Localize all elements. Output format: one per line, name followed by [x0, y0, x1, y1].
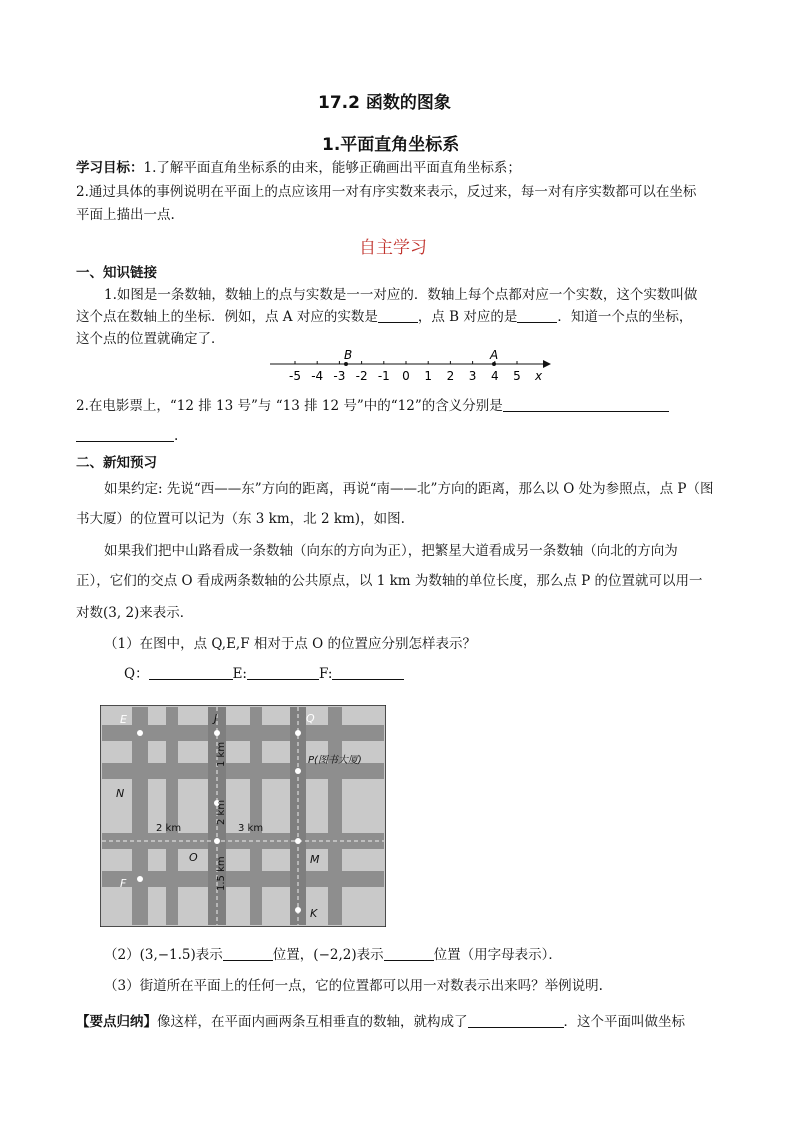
answer-blank-q2-1[interactable] — [223, 946, 273, 961]
part2-p1-line1: 如果约定: 先说“西——东”方向的距离，再说“南——北”方向的距离，那么以 O 处为参照点，点 P（图 — [104, 481, 714, 497]
axis-x-label: x — [535, 369, 543, 383]
part2-p2-line3: 对数(3, 2)来表示． — [76, 605, 194, 621]
objectives-label: 学习目标： — [76, 160, 144, 176]
answer-blank-F[interactable] — [332, 665, 404, 680]
number-line-tick-label: -4 — [311, 369, 324, 383]
answer-blank-12-second[interactable] — [76, 427, 174, 442]
page-title: 17.2 函数的图象 — [318, 93, 451, 113]
point-B-dot — [344, 362, 348, 366]
part1-p1-line1: 1.如图是一条数轴，数轴上的点与实数是一一对应的．数轴上每个点都对应一个实数，这个实数叫做 — [104, 287, 698, 303]
part2-p1-line2: 书大厦）的位置可以记为（东 3 km，北 2 km)，如图. — [76, 511, 405, 527]
question-1-answers: Q： E: F: — [124, 664, 404, 684]
map-label-F: F — [120, 877, 127, 890]
part1-p2-line1: 2.在电影票上，“12 排 13 号”与 “13 排 12 号”中的“12”的含义分别是 — [76, 396, 669, 416]
map-distance-2v: 2 km — [216, 799, 227, 825]
map-label-Q: Q — [306, 712, 315, 725]
number-line-tick-label: -1 — [377, 369, 390, 383]
page-subtitle: 1.平面直角坐标系 — [322, 135, 460, 155]
key-points: 【要点归纳】像这样，在平面内画两条互相垂直的数轴，就构成了 ．这个平面叫做坐标 — [76, 1014, 685, 1030]
map-distance-1: 1 km — [216, 741, 227, 767]
answer-blank-key[interactable] — [468, 1013, 564, 1028]
answer-blank-q2-2[interactable] — [384, 946, 434, 961]
map-distance-3: 3 km — [238, 823, 264, 834]
map-distance-1-5: 1.5 km — [216, 856, 227, 891]
answer-blank-A[interactable] — [378, 308, 418, 323]
point-B-label: B — [344, 348, 353, 362]
map-label-J: J — [214, 712, 218, 725]
map-distance-2h: 2 km — [156, 823, 182, 834]
map-label-P: P(图书大厦) — [308, 755, 362, 766]
number-line-tick-label: 0 — [402, 369, 410, 383]
number-line-figure — [265, 346, 555, 386]
point-A-dot — [492, 362, 496, 366]
section-heading: 自主学习 — [359, 238, 427, 258]
part2-p2-line2: 正），它们的交点 O 看成两条数轴的公共原点，以 1 km 为数轴的单位长度，那么点 P 的位置就可以用一 — [76, 573, 703, 589]
number-line-tick-label: 5 — [513, 369, 521, 383]
number-line-tick-label: -5 — [289, 369, 301, 383]
street-map-figure — [100, 705, 386, 927]
map-label-E: E — [120, 713, 127, 726]
part2-p2-line1: 如果我们把中山路看成一条数轴（向东的方向为正），把繁星大道看成另一条数轴（向北的方向为 — [104, 543, 678, 559]
part1-heading: 一、知识链接 — [76, 265, 157, 281]
number-line-tick-label: 1 — [424, 369, 433, 383]
number-line-tick-label: -3 — [333, 369, 346, 383]
map-label-O: O — [189, 851, 198, 864]
answer-blank-12-first[interactable] — [503, 397, 669, 412]
part2-heading: 二、新知预习 — [76, 455, 157, 471]
number-line-tick-label: -2 — [355, 369, 368, 383]
map-label-K: K — [310, 907, 318, 920]
number-line-tick-label: 2 — [446, 369, 455, 383]
answer-blank-E[interactable] — [247, 665, 319, 680]
objectives-line1: 学习目标：1.了解平面直角坐标系的由来，能够正确画出平面直角坐标系； — [76, 160, 521, 176]
question-2: （2）(3,−1.5)表示 位置，(−2,2)表示 位置（用字母表示）． — [104, 947, 562, 963]
answer-blank-B[interactable] — [517, 308, 557, 323]
number-line-tick-label: 3 — [468, 369, 477, 383]
map-label-N: N — [116, 787, 125, 800]
point-A-label: A — [490, 348, 499, 362]
part1-p1-line3: 这个点的位置就确定了． — [76, 331, 225, 347]
objectives-line2: 2.通过具体的事例说明在平面上的点应该用一对有序实数来表示，反过来，每一对有序实数都可以在坐标 — [76, 184, 697, 200]
answer-blank-Q[interactable] — [149, 665, 233, 680]
part1-p1-line2: 这个点在数轴上的坐标．例如，点 A 对应的实数是 ，点 B 对应的是 ．知道一个点的坐标， — [76, 309, 693, 325]
map-label-M: M — [310, 853, 320, 866]
objectives-line3: 平面上描出一点. — [76, 207, 175, 223]
question-3: （3）街道所在平面上的任何一点，它的位置都可以用一对数表示出来吗？举例说明. — [104, 978, 603, 994]
question-1: （1）在图中，点 Q,E,F 相对于点 O 的位置应分别怎样表示？ — [104, 636, 477, 652]
number-line-tick-label: 4 — [490, 369, 499, 383]
part1-p2-line2: . — [76, 426, 178, 446]
